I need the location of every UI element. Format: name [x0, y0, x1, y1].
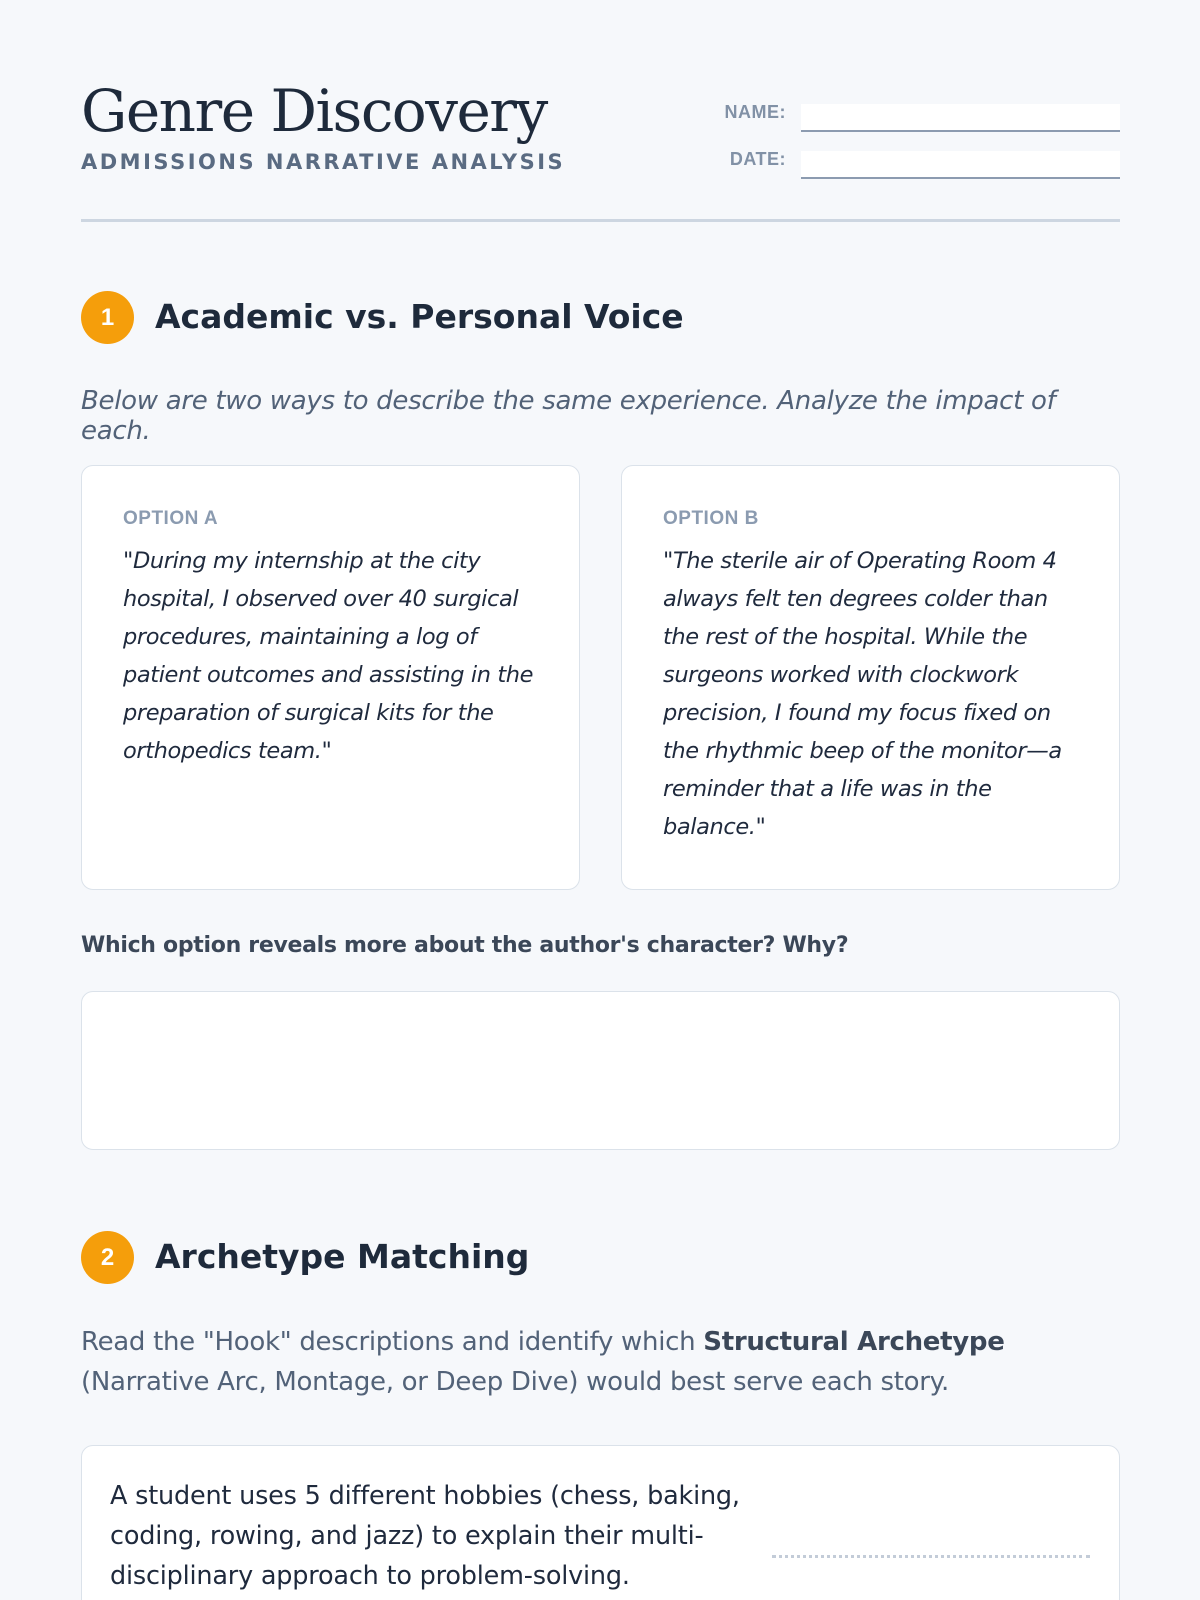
- hook-card: [81, 1445, 1120, 1600]
- name-label: NAME:: [724, 102, 786, 122]
- option-b-label: OPTION B: [663, 508, 759, 529]
- section-1-instructions: Below are two ways to describe the same experience. Analyze the impact of each.: [81, 386, 1056, 446]
- section-title: Academic vs. Personal Voice: [155, 297, 684, 336]
- option-b-quote: "The sterile air of Operating Room 4 always felt ten degrees colder than the rest of the hospital. While the surgeons worked with clockwork precision, I found my focus fixed on the rhythmic beep of the monitor—a reminder that a life was in the balance.": [663, 548, 1062, 840]
- instructions-emphasis: Structural Archetype: [703, 1327, 1005, 1357]
- section-2-instructions: [81, 1322, 1120, 1402]
- option-a-card: [81, 465, 580, 890]
- reflection-answer-box[interactable]: [81, 991, 1120, 1150]
- instructions-text: Read the "Hook" descriptions and identify which: [81, 1327, 704, 1357]
- page-title: Genre Discovery: [81, 77, 547, 145]
- header-divider: [81, 219, 1120, 222]
- date-label: DATE:: [729, 149, 786, 169]
- section-1-header: [81, 291, 1120, 345]
- option-a-quote: "During my internship at the city hospital, I observed over 40 surgical procedures, maintaining a log of patient outcomes and assisting in the preparation of surgical kits for the orthopedics team.": [123, 548, 534, 764]
- option-b-card: [621, 465, 1120, 890]
- worksheet-header: [81, 77, 1120, 222]
- section-number-badge: 2: [81, 1231, 134, 1284]
- date-field[interactable]: [801, 151, 1120, 179]
- option-a-label: OPTION A: [123, 508, 219, 529]
- section-title: Archetype Matching: [155, 1237, 530, 1276]
- name-field[interactable]: [801, 104, 1120, 132]
- section-2-header: [81, 1231, 1120, 1285]
- worksheet-page: [81, 0, 1120, 1600]
- section-number-badge: 1: [81, 291, 134, 344]
- archetype-answer-line[interactable]: [772, 1555, 1090, 1558]
- page-subtitle: ADMISSIONS NARRATIVE ANALYSIS: [81, 150, 566, 174]
- hook-description: A student uses 5 different hobbies (chess, baking, coding, rowing, and jazz) to explain their multi-disciplinary approach to problem-solving.: [110, 1481, 740, 1591]
- instructions-text: (Narrative Arc, Montage, or Deep Dive) would best serve each story.: [81, 1367, 950, 1397]
- reflection-question: Which option reveals more about the author's character? Why?: [81, 933, 849, 958]
